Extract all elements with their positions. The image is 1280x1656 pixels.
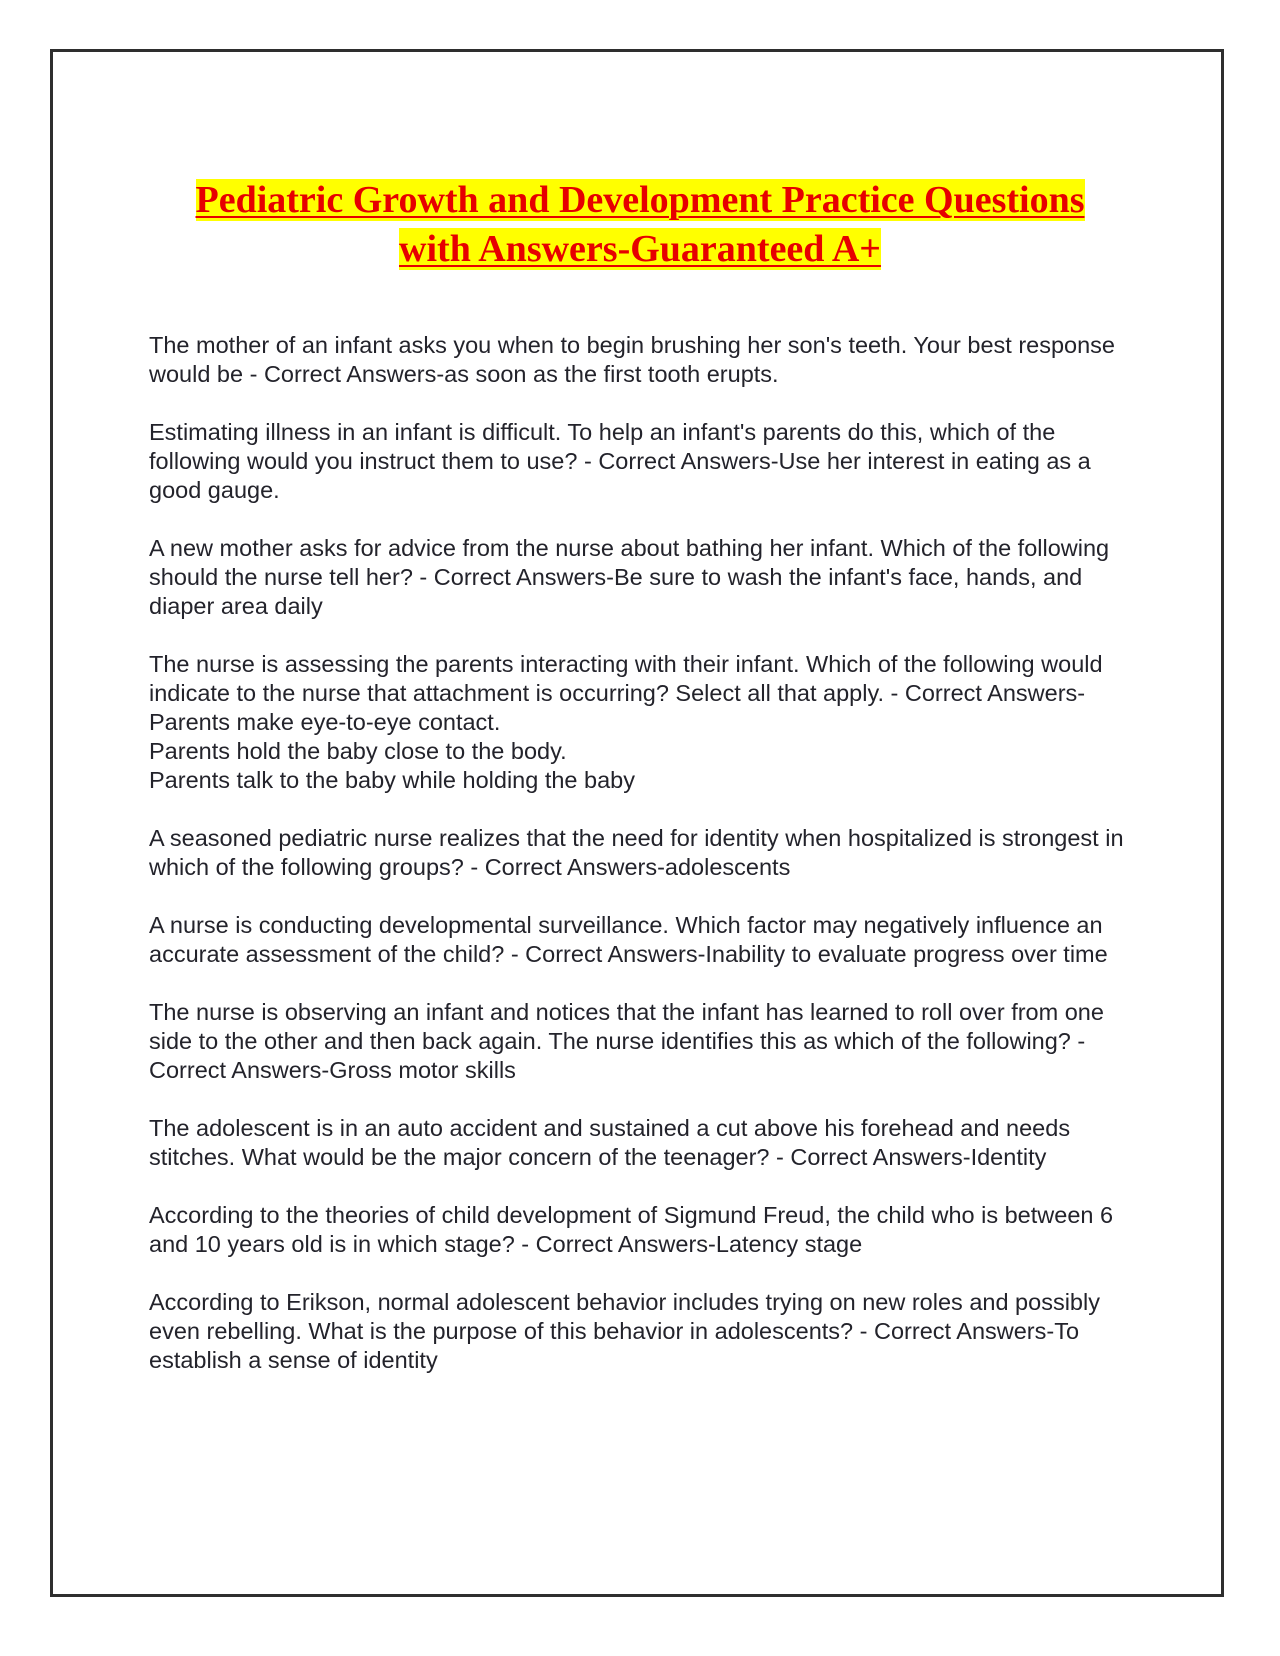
qa-answer-line: Parents hold the baby close to the body. — [149, 738, 567, 764]
qa-text: A seasoned pediatric nurse realizes that the need for identity when hospitalized is strongest in which of the following groups? - Correct Answers-adolescents — [149, 825, 1124, 880]
qa-text: The nurse is observing an infant and notices that the infant has learned to roll over from one side to the other and then back again. The nurse identifies this as which of the following? - Correct Answers-Gross motor skills — [149, 999, 1104, 1083]
qa-text: The adolescent is in an auto accident and sustained a cut above his forehead and needs stitches. What would be the major concern of the teenager? - Correct Answers-Identity — [149, 1115, 1071, 1170]
qa-item — [149, 1114, 1149, 1172]
qa-answer-line: Parents talk to the baby while holding the baby — [149, 767, 635, 793]
qa-item — [149, 1288, 1149, 1375]
title-line-2: with Answers-Guaranteed A+ — [399, 228, 881, 270]
qa-text: A new mother asks for advice from the nurse about bathing her infant. Which of the following should the nurse tell her? - Correct Answers-Be sure to wash the infant's face, hands, and diaper area daily — [149, 535, 1110, 619]
document-title — [100, 176, 1180, 274]
title-line-1: Pediatric Growth and Development Practice Questions — [195, 179, 1085, 221]
qa-text: Estimating illness in an infant is difficult. To help an infant's parents do this, which of the following would you instruct them to use? - Correct Answers-Use her interest in eating as a good gauge. — [149, 419, 1091, 503]
qa-text: A nurse is conducting developmental surveillance. Which factor may negatively influence an accurate assessment of the child? - Correct Answers-Inability to evaluate progress over time — [149, 912, 1108, 967]
qa-text: The nurse is assessing the parents interacting with their infant. Which of the following would indicate to the nurse that attachment is occurring? Select all that apply. - Correct Answers-Parents make eye-to-eye contact. — [149, 651, 1103, 735]
qa-item — [149, 331, 1149, 389]
qa-item — [149, 824, 1149, 882]
qa-text: According to the theories of child development of Sigmund Freud, the child who is between 6 and 10 years old is in which stage? - Correct Answers-Latency stage — [149, 1202, 1114, 1257]
qa-text: According to Erikson, normal adolescent behavior includes trying on new roles and possibly even rebelling. What is the purpose of this behavior in adolescents? - Correct Answers-To establish a sense of identity — [149, 1289, 1100, 1373]
qa-item — [149, 650, 1149, 795]
qa-item — [149, 534, 1149, 621]
qa-item — [149, 418, 1149, 505]
qa-item — [149, 998, 1149, 1085]
question-list — [149, 331, 1149, 1404]
qa-item — [149, 911, 1149, 969]
qa-item — [149, 1201, 1149, 1259]
qa-text: The mother of an infant asks you when to begin brushing her son's teeth. Your best response would be - Correct Answers-as soon as the first tooth erupts. — [149, 332, 1115, 387]
